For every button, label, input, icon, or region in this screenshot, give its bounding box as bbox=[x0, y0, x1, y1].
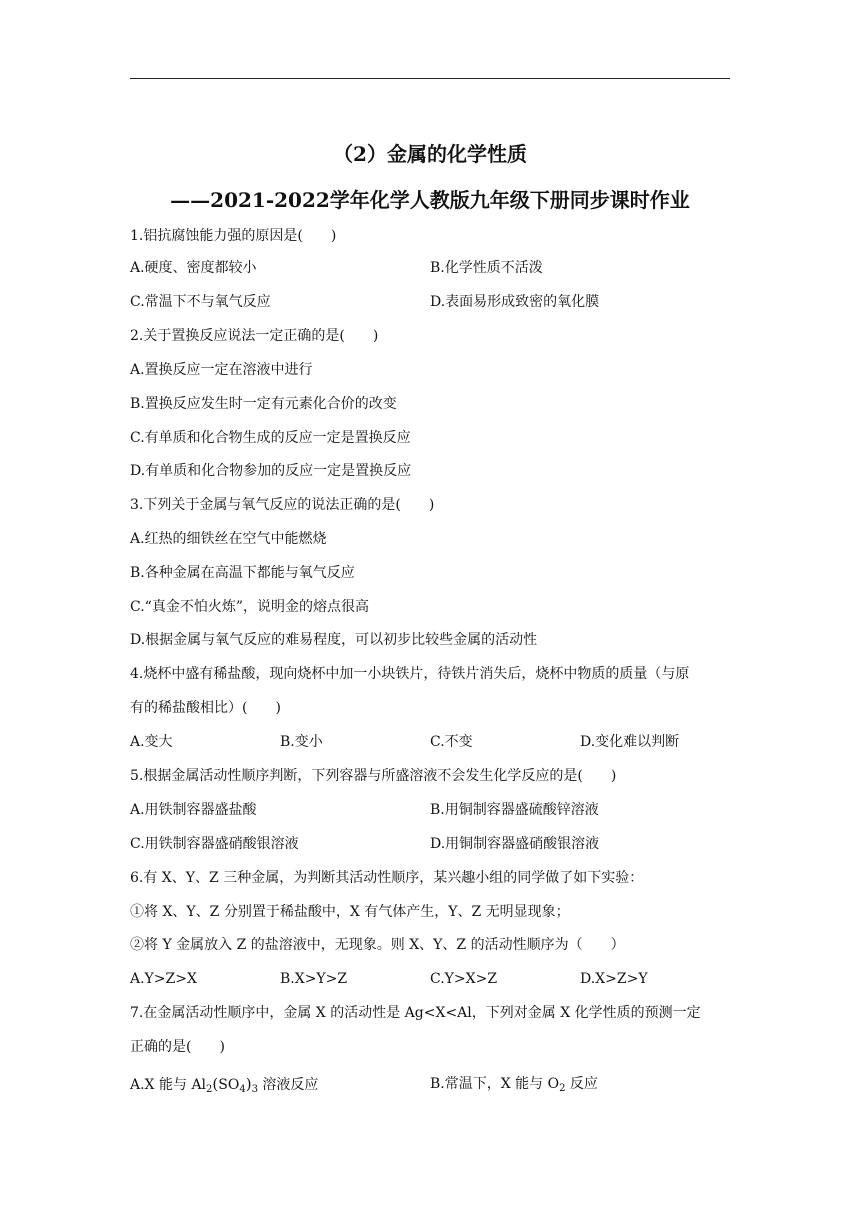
question-5-option-a: A.用铁制容器盛盐酸 bbox=[130, 802, 257, 818]
question-5-option-d: D.用铜制容器盛硝酸银溶液 bbox=[430, 836, 600, 852]
question-3-option-d: D.根据金属与氧气反应的难易程度，可以初步比较些金属的活动性 bbox=[130, 632, 538, 648]
question-4-stem-line-1: 4.烧杯中盛有稀盐酸，现向烧杯中加一小块铁片，待铁片消失后，烧杯中物质的质量（与原 bbox=[130, 666, 690, 682]
question-2-option-a: A.置换反应一定在溶液中进行 bbox=[130, 362, 313, 378]
question-6-option-b: B.X>Y>Z bbox=[280, 971, 348, 987]
option-b-suffix: 反应 bbox=[565, 1076, 598, 1092]
question-1-option-d: D.表面易形成致密的氧化膜 bbox=[430, 294, 600, 310]
question-2-stem: 2.关于置换反应说法一定正确的是( ) bbox=[130, 328, 379, 344]
question-1-option-b: B.化学性质不活泼 bbox=[430, 260, 543, 276]
page-title: （2）金属的化学性质 bbox=[333, 142, 527, 166]
header-rule bbox=[130, 78, 730, 79]
formula-o: O bbox=[547, 1076, 560, 1092]
question-3-option-b: B.各种金属在高温下都能与氧气反应 bbox=[130, 565, 355, 581]
question-7-option-b bbox=[430, 1074, 598, 1099]
option-a-suffix: 溶液反应 bbox=[257, 1077, 319, 1093]
question-2-option-d: D.有单质和化合物参加的反应一定是置换反应 bbox=[130, 463, 412, 479]
question-4-option-a: A.变大 bbox=[130, 734, 173, 750]
subscript-3: 3 bbox=[251, 1084, 258, 1095]
subscript-2: 2 bbox=[559, 1083, 566, 1094]
formula-so: SO bbox=[218, 1077, 240, 1093]
page-subtitle: ——2021-2022学年化学人教版九年级下册同步课时作业 bbox=[170, 188, 690, 212]
question-7-stem-line-2: 正确的是( ) bbox=[130, 1039, 225, 1055]
question-7-stem-line-1: 7.在金属活动性顺序中，金属 X 的活动性是 Ag<X<Al，下列对金属 X 化学性质的预测一定 bbox=[130, 1005, 701, 1021]
question-7-option-a bbox=[130, 1074, 318, 1100]
option-b-prefix: B.常温下，X 能与 bbox=[430, 1076, 548, 1092]
question-6-option-d: D.X>Z>Y bbox=[580, 971, 648, 987]
option-a-prefix: A.X 能与 bbox=[130, 1077, 192, 1093]
question-2-option-b: B.置换反应发生时一定有元素化合价的改变 bbox=[130, 396, 397, 412]
question-6-stem-line-1: 6.有 X、Y、Z 三种金属，为判断其活动性顺序，某兴趣小组的同学做了如下实验： bbox=[130, 870, 644, 886]
question-4-option-c: C.不变 bbox=[430, 734, 473, 750]
question-3-stem: 3.下列关于金属与氧气反应的说法正确的是( ) bbox=[130, 497, 435, 513]
question-5-option-b: B.用铜制容器盛硫酸锌溶液 bbox=[430, 802, 599, 818]
subscript-2: 2 bbox=[206, 1084, 213, 1095]
question-4-option-d: D.变化难以判断 bbox=[580, 734, 680, 750]
question-1-option-c: C.常温下不与氧气反应 bbox=[130, 294, 271, 310]
question-6-stem-line-3: ②将 Y 金属放入 Z 的盐溶液中，无现象。则 X、Y、Z 的活动性顺序为（ ） bbox=[130, 937, 625, 953]
left-paren: ( bbox=[212, 1075, 219, 1093]
question-6-option-c: C.Y>X>Z bbox=[430, 971, 498, 987]
question-5-option-c: C.用铁制容器盛硝酸银溶液 bbox=[130, 836, 299, 852]
question-4-option-b: B.变小 bbox=[280, 734, 323, 750]
question-3-option-c: C.“真金不怕火炼”，说明金的熔点很高 bbox=[130, 599, 369, 615]
formula-al: Al bbox=[191, 1077, 207, 1093]
subscript-4: 4 bbox=[239, 1084, 246, 1095]
question-1-option-a: A.硬度、密度都较小 bbox=[130, 260, 257, 276]
question-2-option-c: C.有单质和化合物生成的反应一定是置换反应 bbox=[130, 430, 411, 446]
question-5-stem: 5.根据金属活动性顺序判断，下列容器与所盛溶液不会发生化学反应的是( ) bbox=[130, 768, 617, 784]
question-6-stem-line-2: ①将 X、Y、Z 分别置于稀盐酸中，X 有气体产生，Y、Z 无明显现象； bbox=[130, 904, 570, 920]
right-paren: ) bbox=[245, 1075, 252, 1093]
question-3-option-a: A.红热的细铁丝在空气中能燃烧 bbox=[130, 531, 327, 547]
question-4-stem-line-2: 有的稀盐酸相比）( ) bbox=[130, 700, 281, 716]
question-6-option-a: A.Y>Z>X bbox=[130, 971, 197, 987]
question-1-stem: 1.铝抗腐蚀能力强的原因是( ) bbox=[130, 228, 337, 244]
